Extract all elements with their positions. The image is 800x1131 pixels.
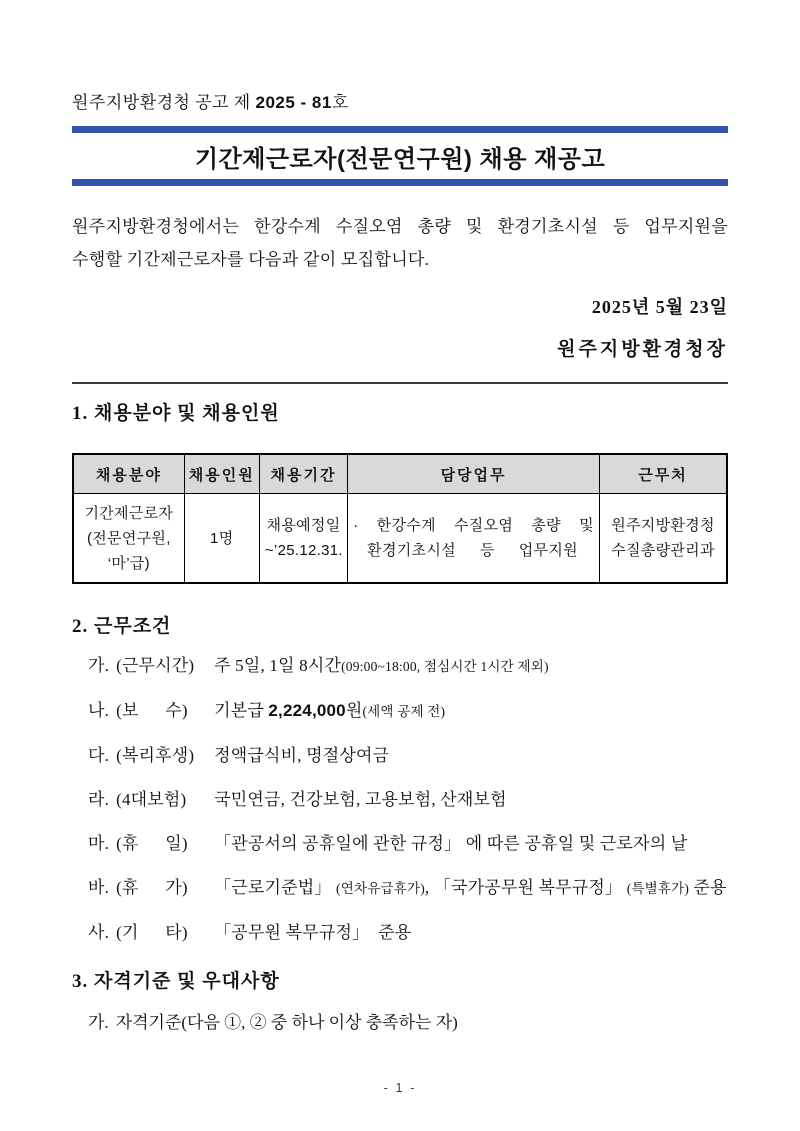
item-key: (복리후생) xyxy=(116,746,195,765)
doc-number-suffix: 호 xyxy=(331,93,349,112)
field-cell xyxy=(73,494,184,584)
duty-cell xyxy=(348,494,600,584)
item-label: 나. xyxy=(88,701,110,720)
signer-title: 원주지방환경청장 xyxy=(557,339,728,360)
work-condition-item-pay xyxy=(88,699,728,724)
text-segment: 원 xyxy=(345,701,363,720)
text-segment: (연차유급휴가) xyxy=(336,881,425,896)
column-header-duty: 담당업무 xyxy=(348,454,600,494)
item-label: 가. xyxy=(88,656,110,675)
text-segment: (다음 ①, ② 중 하나 이상 충족하는 자) xyxy=(181,1013,458,1032)
workplace-line: 원주지방환경청 xyxy=(611,517,715,534)
section1-heading: 1. 채용분야 및 채용인원 xyxy=(72,403,280,424)
item-text xyxy=(214,878,727,897)
text-segment: 정액급식비, 명절상여금 xyxy=(214,746,390,765)
intro-line-1: 원주지방환경청에서는 한강수계 수질오염 총량 및 환경기초시설 등 업무지원을 xyxy=(72,217,728,236)
table-row xyxy=(73,494,727,584)
item-key: (기 타) xyxy=(116,923,188,942)
work-condition-item-holiday xyxy=(88,832,728,856)
text-segment: 「근로기준법」 xyxy=(214,878,337,897)
work-condition-item-leave xyxy=(88,876,728,901)
text-segment: 「관공서의 공휴일에 관한 규정」 에 따른 공휴일 및 근로자의 날 xyxy=(214,834,688,853)
intro-line-2: 수행할 기간제근로자를 다음과 같이 모집합니다. xyxy=(72,250,430,269)
work-condition-item-etc xyxy=(88,921,728,945)
item-text xyxy=(214,923,411,942)
item-text xyxy=(214,656,549,675)
workplace-cell xyxy=(599,494,727,584)
work-condition-list xyxy=(72,654,728,945)
section-divider xyxy=(72,382,728,384)
text-segment: 기본급 xyxy=(214,701,269,720)
qualification-item xyxy=(72,1011,728,1035)
text-segment: 국민연금, 건강보험, 고용보험, 산재보험 xyxy=(214,790,507,809)
text-segment: (세액 공제 전) xyxy=(362,704,446,719)
doc-number xyxy=(72,88,728,113)
document-title: 기간제근로자(전문연구원) 채용 재공고 xyxy=(194,146,606,173)
item-key: (보 수) xyxy=(116,701,188,720)
work-condition-item-insurance xyxy=(88,788,728,812)
doc-number-prefix: 원주지방환경청 공고 제 xyxy=(72,93,256,112)
table-header-row xyxy=(73,454,727,494)
item-text xyxy=(214,834,687,853)
duty-line: · 한강수계 수질오염 총량 및 xyxy=(353,517,594,534)
item-key: (4대보험) xyxy=(116,790,187,809)
intro-paragraph xyxy=(72,210,728,276)
field-line: 기간제근로자 xyxy=(84,504,174,522)
text-segment: (특별휴가) xyxy=(626,881,690,896)
text-segment: 2,224,000 xyxy=(268,701,346,720)
work-condition-item-welfare xyxy=(88,744,728,768)
item-label: 다. xyxy=(88,746,110,765)
period-line: 채용예정일 xyxy=(266,517,341,534)
doc-number-value: 2025 - 81 xyxy=(255,93,332,112)
item-text xyxy=(214,701,445,720)
period-line: ~’25.12.31. xyxy=(264,542,343,559)
work-condition-item-worktime xyxy=(88,654,728,679)
text-segment: (09:00~18:00, 점심시간 1시간 제외) xyxy=(341,659,549,674)
item-key: (휴 가) xyxy=(116,878,188,897)
item-key: (휴 일) xyxy=(116,834,188,853)
item-key: (근무시간) xyxy=(116,656,195,675)
text-segment: 주 5일, 1일 8시간 xyxy=(214,656,342,675)
page-number: - 1 - xyxy=(383,1080,417,1095)
column-header-workplace: 근무처 xyxy=(599,454,727,494)
item-text xyxy=(214,746,389,765)
field-line: (전문연구원, xyxy=(86,529,171,547)
field-line: ‘마’급) xyxy=(107,554,150,572)
item-label: 바. xyxy=(88,878,110,897)
text-segment: , 「국가공무원 복무규정」 xyxy=(424,878,627,897)
item-text xyxy=(214,790,507,809)
announcement-date: 2025년 5월 23일 xyxy=(591,297,728,317)
column-header-period: 채용기간 xyxy=(259,454,347,494)
item-label: 사. xyxy=(88,923,110,942)
item-label: 마. xyxy=(88,834,110,853)
section2-heading: 2. 근무조건 xyxy=(72,616,172,637)
period-cell xyxy=(259,494,347,584)
section3-heading: 3. 자격기준 및 우대사항 xyxy=(72,971,280,992)
duty-line: 환경기초시설 등 업무지원 xyxy=(367,542,578,559)
item-text xyxy=(116,1013,458,1032)
title-band xyxy=(72,126,728,186)
text-segment: 준용 xyxy=(689,878,727,897)
column-header-field: 채용분야 xyxy=(73,454,184,494)
column-header-headcount: 채용인원 xyxy=(184,454,259,494)
text-segment: 「공무원 복무규정」 준용 xyxy=(214,923,412,942)
workplace-line: 수질총량관리과 xyxy=(611,542,715,559)
recruitment-table xyxy=(72,453,728,584)
text-segment: 자격기준 xyxy=(115,1013,182,1032)
item-label: 가. xyxy=(88,1013,109,1032)
headcount-cell: 1명 xyxy=(184,494,259,584)
item-label: 라. xyxy=(88,790,110,809)
